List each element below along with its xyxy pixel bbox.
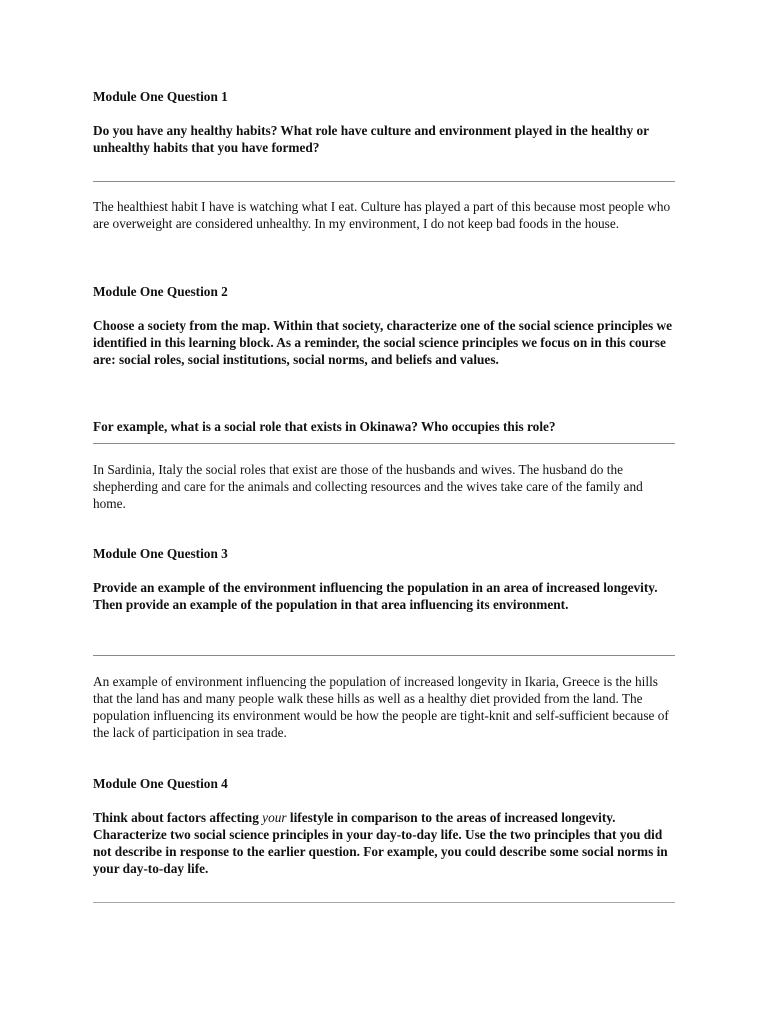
q3-answer: An example of environment influencing the population of increased longevity in Ikaria, Greece is the hills that the land has and many people walk these hills as well as a healthy diet provided from the land. The population influencing its environment would be how the people are tight-knit and self-sufficient because of the lack of participation in sea trade. <box>93 674 669 740</box>
q3-divider <box>93 655 675 656</box>
q2-answer: In Sardinia, Italy the social roles that exist are those of the husbands and wives. The husband do the shepherding and care for the animals and collecting resources and the wives take care of the family and home. <box>93 462 643 511</box>
q2-prompt-example: For example, what is a social role that exists in Okinawa? Who occupies this role? <box>93 419 556 434</box>
q4-prompt-end: lifestyle in comparison to the areas of increased longevity. Characterize two social science principles in your day-to-day life. Use the two principles that you did not describe in response to the earlier question. For example, you could describe some social norms in your day-to-day life. <box>93 810 668 876</box>
q2-heading: Module One Question 2 <box>93 284 228 299</box>
q4-prompt-start: Think about factors affecting <box>93 810 263 825</box>
q1-heading: Module One Question 1 <box>93 89 228 104</box>
q4-divider <box>93 902 675 903</box>
q3-prompt: Provide an example of the environment influencing the population in an area of increased longevity. Then provide an example of the population in that area influencing its environment. <box>93 580 658 612</box>
q2-prompt: Choose a society from the map. Within that society, characterize one of the social science principles we identified in this learning block. As a reminder, the social science principles we focus on in this course are: social roles, social institutions, social norms, and beliefs and values. <box>93 318 673 367</box>
q1-divider <box>93 181 675 182</box>
q3-heading: Module One Question 3 <box>93 546 228 561</box>
q1-prompt: Do you have any healthy habits? What role have culture and environment played in the healthy or unhealthy habits that you have formed? <box>93 123 649 155</box>
q1-answer: The healthiest habit I have is watching what I eat. Culture has played a part of this because most people who are overweight are considered unhealthy. In my environment, I do not keep bad foods in the house. <box>93 199 671 231</box>
q4-prompt <box>93 809 678 877</box>
q2-divider <box>93 443 675 444</box>
q4-heading: Module One Question 4 <box>93 776 228 791</box>
q4-prompt-emphasis: your <box>262 810 287 825</box>
